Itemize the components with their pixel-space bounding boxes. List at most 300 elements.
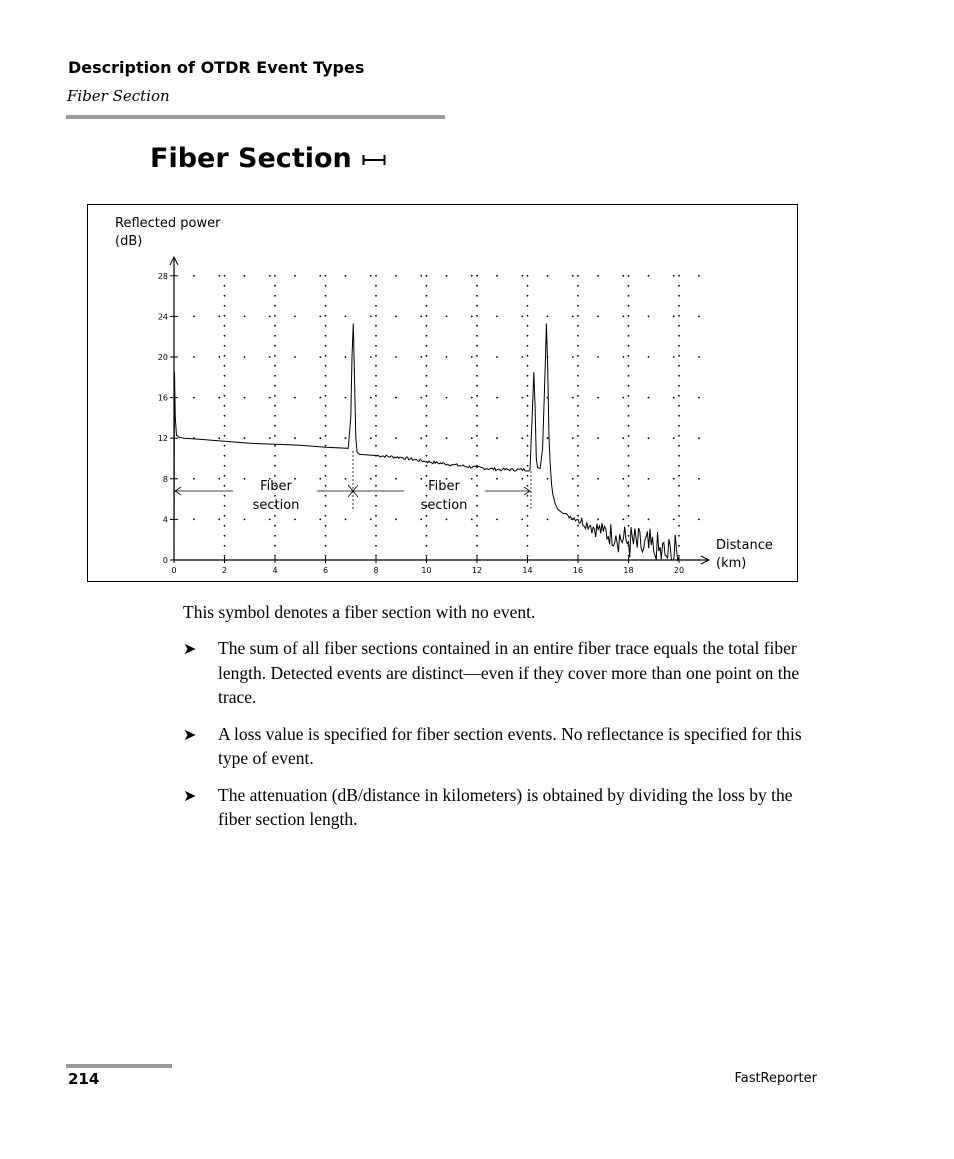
grid-dot xyxy=(678,295,680,297)
grid-dot xyxy=(527,515,529,517)
grid-dot xyxy=(375,285,377,287)
grid-dot xyxy=(224,495,226,497)
bullet-text: A loss value is specified for fiber section events. No reflectance is specified for this type of event. xyxy=(218,723,802,768)
grid-dot xyxy=(597,519,599,521)
grid-dot xyxy=(274,555,276,557)
grid-dot xyxy=(244,316,246,318)
grid-dot xyxy=(476,415,478,417)
grid-dot xyxy=(577,365,579,367)
grid-dot xyxy=(224,415,226,417)
grid-dot xyxy=(193,356,195,358)
grid-dot xyxy=(375,395,377,397)
grid-dot xyxy=(274,355,276,357)
bullet-text: The attenuation (dB/distance in kilometers) is obtained by dividing the loss by the fiber section length. xyxy=(218,784,793,829)
footer-product-name: FastReporter xyxy=(734,1071,817,1086)
grid-dot xyxy=(628,315,630,317)
grid-dot xyxy=(622,437,624,439)
grid-dot xyxy=(572,275,574,277)
grid-dot xyxy=(325,495,327,497)
grid-dot xyxy=(628,415,630,417)
grid-dot xyxy=(678,365,680,367)
grid-dot xyxy=(269,275,271,277)
grid-dot xyxy=(375,375,377,377)
grid-dot xyxy=(476,425,478,427)
grid-dot xyxy=(521,478,523,480)
grid-dot xyxy=(577,315,579,317)
grid-dot xyxy=(426,345,428,347)
grid-dot xyxy=(325,475,327,477)
grid-dot xyxy=(375,505,377,507)
grid-dot xyxy=(628,305,630,307)
grid-dot xyxy=(527,395,529,397)
grid-dot xyxy=(426,535,428,537)
grid-dot xyxy=(471,519,473,521)
grid-dot xyxy=(527,335,529,337)
grid-dot xyxy=(471,437,473,439)
section-heading xyxy=(150,143,386,174)
grid-dot xyxy=(370,316,372,318)
grid-dot xyxy=(476,485,478,487)
grid-dot xyxy=(527,445,529,447)
grid-dot xyxy=(274,475,276,477)
grid-dot xyxy=(325,505,327,507)
grid-dot xyxy=(476,385,478,387)
grid-dot xyxy=(426,325,428,327)
x-axis-label-line2: (km) xyxy=(716,556,747,571)
grid-dot xyxy=(325,555,327,557)
grid-dot xyxy=(476,535,478,537)
annotation-fiber-section-2-line2: section xyxy=(420,498,468,513)
grid-dot xyxy=(375,435,377,437)
grid-dot xyxy=(577,375,579,377)
chart-grid xyxy=(193,275,700,557)
grid-dot xyxy=(274,455,276,457)
grid-dot xyxy=(294,356,296,358)
otdr-trace-line xyxy=(174,324,679,561)
grid-dot xyxy=(527,305,529,307)
grid-dot xyxy=(678,465,680,467)
grid-dot xyxy=(527,285,529,287)
grid-dot xyxy=(622,397,624,399)
grid-dot xyxy=(325,545,327,547)
grid-dot xyxy=(420,275,422,277)
grid-dot xyxy=(244,519,246,521)
grid-dot xyxy=(476,375,478,377)
grid-dot xyxy=(628,435,630,437)
grid-dot xyxy=(325,315,327,317)
grid-dot xyxy=(224,405,226,407)
grid-dot xyxy=(628,495,630,497)
grid-dot xyxy=(274,395,276,397)
grid-dot xyxy=(577,425,579,427)
grid-dot xyxy=(375,325,377,327)
grid-dot xyxy=(244,275,246,277)
grid-dot xyxy=(628,295,630,297)
grid-dot xyxy=(224,455,226,457)
grid-dot xyxy=(577,485,579,487)
grid-dot xyxy=(577,545,579,547)
chart-ticks xyxy=(158,272,684,575)
grid-dot xyxy=(648,275,650,277)
grid-dot xyxy=(577,465,579,467)
grid-dot xyxy=(395,356,397,358)
x-tick-label: 20 xyxy=(673,566,685,575)
grid-dot xyxy=(325,385,327,387)
bullet-text: The sum of all fiber sections contained in an entire fiber trace equals the total fiber length. Detected events are distinct—even if they cover more than one point on the trace. xyxy=(218,638,800,707)
grid-dot xyxy=(224,395,226,397)
grid-dot xyxy=(527,385,529,387)
grid-dot xyxy=(577,395,579,397)
grid-dot xyxy=(244,397,246,399)
y-tick-label: 20 xyxy=(157,353,168,362)
grid-dot xyxy=(476,515,478,517)
y-tick-label: 12 xyxy=(157,434,168,444)
grid-dot xyxy=(224,385,226,387)
grid-dot xyxy=(370,478,372,480)
grid-dot xyxy=(274,525,276,527)
grid-dot xyxy=(218,397,220,399)
grid-dot xyxy=(224,425,226,427)
grid-dot xyxy=(375,335,377,337)
grid-dot xyxy=(345,275,347,277)
grid-dot xyxy=(426,485,428,487)
grid-dot xyxy=(218,478,220,480)
y-tick-label: 0 xyxy=(162,556,168,565)
grid-dot xyxy=(698,478,700,480)
grid-dot xyxy=(597,397,599,399)
grid-dot xyxy=(395,316,397,318)
grid-dot xyxy=(224,335,226,337)
page-number: 214 xyxy=(68,1070,100,1088)
grid-dot xyxy=(426,375,428,377)
grid-dot xyxy=(648,478,650,480)
grid-dot xyxy=(224,525,226,527)
grid-dot xyxy=(193,275,195,277)
grid-dot xyxy=(294,397,296,399)
grid-dot xyxy=(345,478,347,480)
grid-dot xyxy=(622,316,624,318)
grid-dot xyxy=(325,485,327,487)
grid-dot xyxy=(476,435,478,437)
grid-dot xyxy=(572,437,574,439)
grid-dot xyxy=(521,275,523,277)
grid-dot xyxy=(527,455,529,457)
grid-dot xyxy=(375,545,377,547)
grid-dot xyxy=(370,356,372,358)
bullet-item xyxy=(183,722,823,771)
grid-dot xyxy=(193,478,195,480)
grid-dot xyxy=(426,445,428,447)
bullet-list xyxy=(183,636,823,844)
annotation-fiber-section-2-line1: Fiber xyxy=(428,479,460,494)
grid-dot xyxy=(476,345,478,347)
grid-dot xyxy=(274,495,276,497)
grid-dot xyxy=(577,445,579,447)
grid-dot xyxy=(496,316,498,318)
grid-dot xyxy=(325,425,327,427)
grid-dot xyxy=(426,495,428,497)
fiber-section-icon xyxy=(362,143,386,174)
grid-dot xyxy=(325,445,327,447)
grid-dot xyxy=(375,425,377,427)
grid-dot xyxy=(269,356,271,358)
grid-dot xyxy=(678,425,680,427)
grid-dot xyxy=(224,345,226,347)
grid-dot xyxy=(577,455,579,457)
grid-dot xyxy=(577,305,579,307)
grid-dot xyxy=(678,495,680,497)
grid-dot xyxy=(527,545,529,547)
grid-dot xyxy=(218,316,220,318)
grid-dot xyxy=(345,519,347,521)
grid-dot xyxy=(370,519,372,521)
grid-dot xyxy=(521,356,523,358)
grid-dot xyxy=(628,535,630,537)
grid-dot xyxy=(577,345,579,347)
grid-dot xyxy=(370,275,372,277)
grid-dot xyxy=(678,395,680,397)
grid-dot xyxy=(426,515,428,517)
grid-dot xyxy=(325,435,327,437)
grid-dot xyxy=(527,295,529,297)
grid-dot xyxy=(476,325,478,327)
grid-dot xyxy=(224,325,226,327)
grid-dot xyxy=(325,305,327,307)
grid-dot xyxy=(426,475,428,477)
grid-dot xyxy=(476,555,478,557)
x-tick-label: 4 xyxy=(272,566,278,575)
grid-dot xyxy=(496,519,498,521)
grid-dot xyxy=(476,305,478,307)
grid-dot xyxy=(527,355,529,357)
grid-dot xyxy=(224,515,226,517)
grid-dot xyxy=(622,478,624,480)
chart-axes xyxy=(170,257,709,564)
grid-dot xyxy=(471,478,473,480)
grid-dot xyxy=(294,519,296,521)
grid-dot xyxy=(628,355,630,357)
grid-dot xyxy=(218,356,220,358)
grid-dot xyxy=(224,295,226,297)
grid-dot xyxy=(274,435,276,437)
grid-dot xyxy=(274,425,276,427)
grid-dot xyxy=(577,405,579,407)
grid-dot xyxy=(678,385,680,387)
grid-dot xyxy=(426,305,428,307)
grid-dot xyxy=(420,397,422,399)
grid-dot xyxy=(274,385,276,387)
grid-dot xyxy=(325,405,327,407)
grid-dot xyxy=(496,437,498,439)
grid-dot xyxy=(678,345,680,347)
grid-dot xyxy=(678,455,680,457)
grid-dot xyxy=(325,275,327,277)
grid-dot xyxy=(426,365,428,367)
section-title-text: Fiber Section xyxy=(150,143,352,174)
grid-dot xyxy=(375,415,377,417)
grid-dot xyxy=(521,519,523,521)
bullet-item xyxy=(183,636,823,710)
grid-dot xyxy=(476,295,478,297)
grid-dot xyxy=(319,275,321,277)
grid-dot xyxy=(527,535,529,537)
grid-dot xyxy=(597,356,599,358)
grid-dot xyxy=(426,295,428,297)
grid-dot xyxy=(274,465,276,467)
grid-dot xyxy=(678,375,680,377)
grid-dot xyxy=(395,397,397,399)
grid-dot xyxy=(319,519,321,521)
grid-dot xyxy=(426,525,428,527)
grid-dot xyxy=(274,375,276,377)
grid-dot xyxy=(527,415,529,417)
grid-dot xyxy=(678,305,680,307)
grid-dot xyxy=(426,275,428,277)
grid-dot xyxy=(319,478,321,480)
grid-dot xyxy=(597,437,599,439)
grid-dot xyxy=(527,425,529,427)
grid-dot xyxy=(294,316,296,318)
grid-dot xyxy=(224,285,226,287)
grid-dot xyxy=(224,465,226,467)
intro-paragraph: This symbol denotes a fiber section with no event. xyxy=(183,602,536,622)
grid-dot xyxy=(471,356,473,358)
grid-dot xyxy=(224,505,226,507)
grid-dot xyxy=(547,478,549,480)
x-tick-label: 12 xyxy=(471,566,483,575)
grid-dot xyxy=(527,345,529,347)
grid-dot xyxy=(375,345,377,347)
grid-dot xyxy=(375,275,377,277)
grid-dot xyxy=(375,515,377,517)
grid-dot xyxy=(446,316,448,318)
grid-dot xyxy=(274,415,276,417)
grid-dot xyxy=(648,397,650,399)
grid-dot xyxy=(446,519,448,521)
grid-dot xyxy=(375,295,377,297)
grid-dot xyxy=(577,335,579,337)
y-tick-label: 8 xyxy=(162,474,168,484)
grid-dot xyxy=(496,478,498,480)
grid-dot xyxy=(547,437,549,439)
grid-dot xyxy=(648,356,650,358)
grid-dot xyxy=(496,275,498,277)
grid-dot xyxy=(426,335,428,337)
grid-dot xyxy=(476,335,478,337)
grid-dot xyxy=(325,295,327,297)
grid-dot xyxy=(622,356,624,358)
grid-dot xyxy=(375,305,377,307)
grid-dot xyxy=(224,535,226,537)
grid-dot xyxy=(375,535,377,537)
grid-dot xyxy=(476,545,478,547)
grid-dot xyxy=(673,275,675,277)
grid-dot xyxy=(547,275,549,277)
grid-dot xyxy=(426,395,428,397)
grid-dot xyxy=(628,425,630,427)
grid-dot xyxy=(345,397,347,399)
grid-dot xyxy=(527,435,529,437)
grid-dot xyxy=(218,275,220,277)
grid-dot xyxy=(375,385,377,387)
grid-dot xyxy=(628,365,630,367)
grid-dot xyxy=(345,316,347,318)
grid-dot xyxy=(572,478,574,480)
grid-dot xyxy=(496,356,498,358)
grid-dot xyxy=(345,437,347,439)
grid-dot xyxy=(274,365,276,367)
grid-dot xyxy=(218,519,220,521)
grid-dot xyxy=(628,395,630,397)
grid-dot xyxy=(426,385,428,387)
grid-dot xyxy=(319,397,321,399)
y-axis-label-line1: Reflected power xyxy=(115,216,221,231)
grid-dot xyxy=(420,437,422,439)
bullet-arrow-icon: ➤ xyxy=(183,639,197,658)
grid-dot xyxy=(496,397,498,399)
grid-dot xyxy=(269,437,271,439)
grid-dot xyxy=(325,535,327,537)
grid-dot xyxy=(678,335,680,337)
grid-dot xyxy=(476,475,478,477)
grid-dot xyxy=(678,275,680,277)
grid-dot xyxy=(572,316,574,318)
x-tick-label: 8 xyxy=(373,566,379,575)
grid-dot xyxy=(698,437,700,439)
grid-dot xyxy=(224,475,226,477)
grid-dot xyxy=(325,455,327,457)
grid-dot xyxy=(224,485,226,487)
grid-dot xyxy=(446,356,448,358)
grid-dot xyxy=(577,555,579,557)
grid-dot xyxy=(274,285,276,287)
grid-dot xyxy=(471,316,473,318)
grid-dot xyxy=(446,397,448,399)
grid-dot xyxy=(426,285,428,287)
grid-dot xyxy=(678,405,680,407)
grid-dot xyxy=(269,397,271,399)
grid-dot xyxy=(325,415,327,417)
x-tick-label: 0 xyxy=(171,566,177,575)
grid-dot xyxy=(476,505,478,507)
grid-dot xyxy=(370,397,372,399)
grid-dot xyxy=(527,525,529,527)
grid-dot xyxy=(224,435,226,437)
grid-dot xyxy=(375,365,377,367)
grid-dot xyxy=(325,525,327,527)
grid-dot xyxy=(597,316,599,318)
grid-dot xyxy=(577,435,579,437)
grid-dot xyxy=(521,316,523,318)
grid-dot xyxy=(698,275,700,277)
grid-dot xyxy=(274,535,276,537)
x-tick-label: 14 xyxy=(522,566,533,575)
grid-dot xyxy=(476,455,478,457)
grid-dot xyxy=(628,525,630,527)
grid-dot xyxy=(375,315,377,317)
grid-dot xyxy=(375,555,377,557)
x-axis-label-line1: Distance xyxy=(716,538,773,553)
grid-dot xyxy=(698,397,700,399)
grid-dot xyxy=(673,316,675,318)
grid-dot xyxy=(370,437,372,439)
grid-dot xyxy=(673,356,675,358)
grid-dot xyxy=(678,505,680,507)
grid-dot xyxy=(628,505,630,507)
grid-dot xyxy=(678,435,680,437)
grid-dot xyxy=(476,445,478,447)
grid-dot xyxy=(673,519,675,521)
